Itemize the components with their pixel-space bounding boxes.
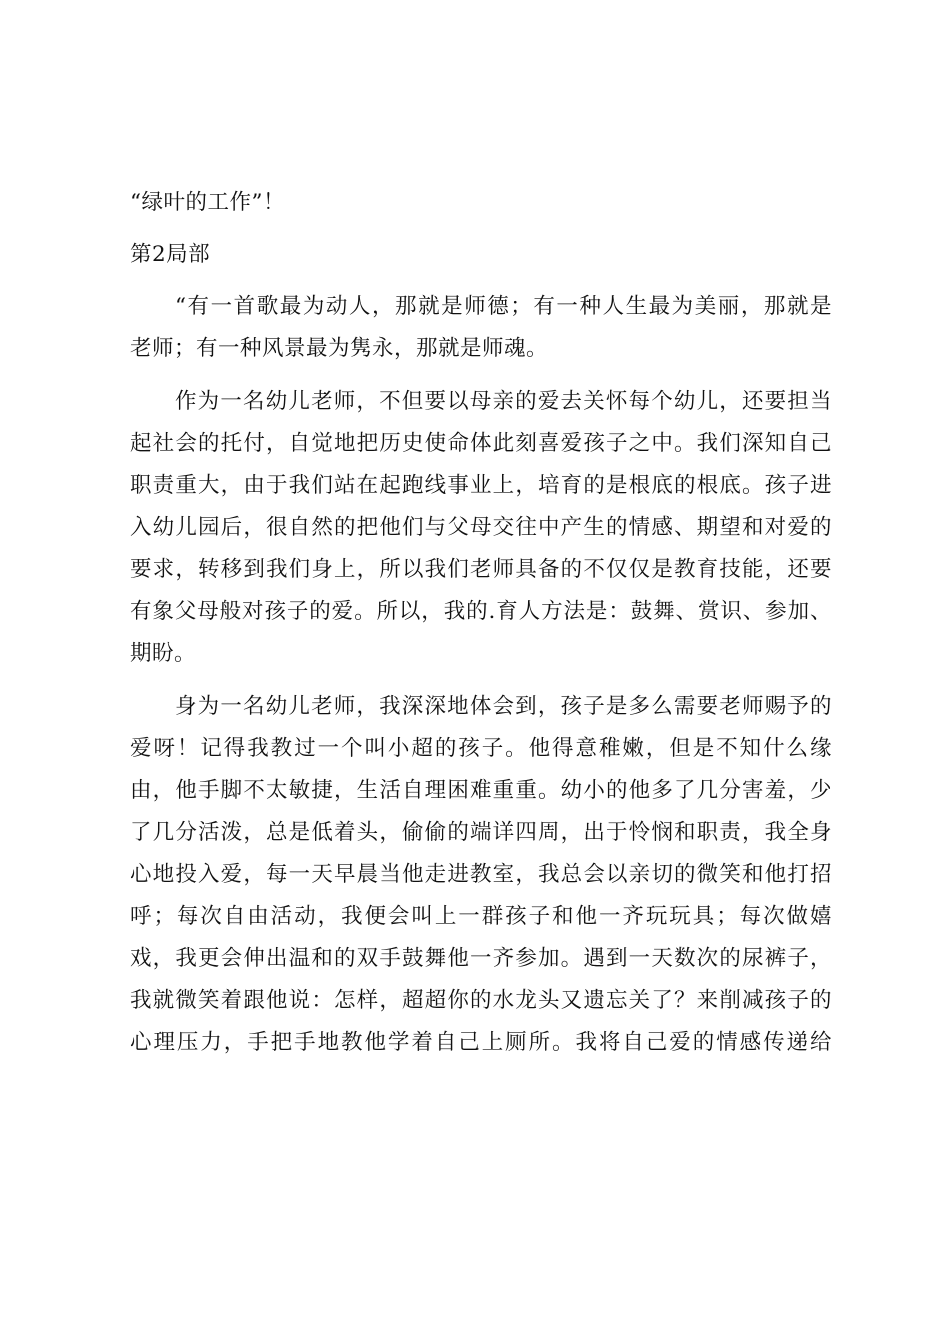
paragraph-line: 起社会的托付，自觉地把历史使命体此刻喜爱孩子之中。我们深知自己 <box>130 431 832 456</box>
paragraph-line: 心理压力，手把手地教他学着自己上厕所。我将自己爱的情感传递给 <box>130 1030 832 1055</box>
paragraph-line: 呼；每次自由活动，我便会叫上一群孩子和他一齐玩玩具；每次做嬉 <box>130 904 832 929</box>
paragraph-line: 心地投入爱，每一天早晨当他走进教室，我总会以亲切的微笑和他打招 <box>130 862 832 887</box>
document-body <box>130 182 832 1064</box>
paragraph-line: 由，他手脚不太敏捷，生活自理困难重重。幼小的他多了几分害羞，少 <box>130 778 832 803</box>
paragraph-line: 要求，转移到我们身上，所以我们老师具备的不仅仅是教育技能，还要 <box>130 557 832 582</box>
paragraph-line: 职责重大，由于我们站在起跑线事业上，培育的是根底的根底。孩子进 <box>130 473 832 498</box>
paragraph-line: 戏，我更会伸出温和的双手鼓舞他一齐参加。遇到一天数次的尿裤子， <box>130 946 832 971</box>
paragraph-line: 了几分活泼，总是低着头，偷偷的端详四周，出于怜悯和职责，我全身 <box>130 820 832 845</box>
paragraph-line: 有象父母般对孩子的爱。所以，我的.育人方法是：鼓舞、赏识、参加、 <box>130 599 832 624</box>
section-title: 第2局部 <box>130 242 211 267</box>
paragraph-3 <box>130 686 832 1064</box>
paragraph-line: “有一首歌最为动人，那就是师德；有一种人生最为美丽，那就是 <box>175 294 832 319</box>
paragraph-1 <box>130 286 832 370</box>
paragraph-line: 老师；有一种风景最为隽永，那就是师魂。 <box>130 336 549 361</box>
heading-line: “绿叶的工作”！ <box>130 190 285 215</box>
paragraph-line: 身为一名幼儿老师，我深深地体会到，孩子是多么需要老师赐予的 <box>175 694 832 719</box>
paragraph-line: 爱呀！记得我教过一个叫小超的孩子。他得意稚嫩，但是不知什么缘 <box>130 736 832 761</box>
paragraph-line: 我就微笑着跟他说：怎样，超超你的水龙头又遗忘关了？来削减孩子的 <box>130 988 832 1013</box>
paragraph-line: 作为一名幼儿老师，不但要以母亲的爱去关怀每个幼儿，还要担当 <box>175 389 832 414</box>
paragraph-line: 入幼儿园后，很自然的把他们与父母交往中产生的情感、期望和对爱的 <box>130 515 832 540</box>
paragraph-line: 期盼。 <box>130 641 197 666</box>
paragraph-2 <box>130 381 832 675</box>
